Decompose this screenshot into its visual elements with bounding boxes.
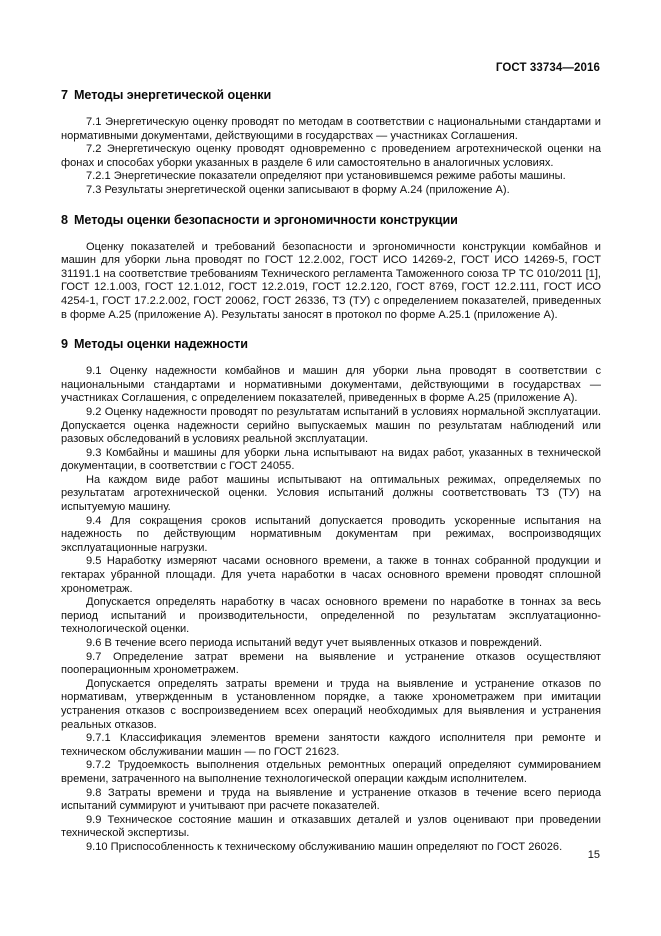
section-title-8: Методы оценки безопасности и эргономичности конструкции [73, 212, 458, 227]
paragraph-9-7: 9.7 Определение затрат времени на выявление и устранение отказов осуществляют пооперационным хронометражем. [61, 650, 601, 677]
paragraph-9-5-note: Допускается определять наработку в часах основного времени по наработке в тоннах за весь период испытаний и производительности, определенной по результатам эксплуатационно-технологической оценки. [61, 596, 601, 636]
paragraph-9-7-1: 9.7.1 Классификация элементов времени занятости каждого исполнителя при ремонте и техническом обслуживании машин — по ГОСТ 21623. [61, 732, 601, 758]
section-number-7: 7 [61, 88, 68, 102]
paragraph-9-7-note: Допускается определять затраты времени и труда на выявление и устранение отказов по нормативам, утвержденным в установленном порядке, а также хронометражем при имитации устранения отказов с воспроизведением всех операций необходимых для выявления и устранения реальных отказов. [61, 677, 601, 731]
paragraph-9-3-note: На каждом виде работ машины испытывают на оптимальных режимах, определяемых по результатам агротехнической оценки. Условия испытаний должны соответствовать ТЗ (ТУ) на испытуемую машину. [61, 473, 601, 514]
section-number-8: 8 [61, 212, 68, 227]
paragraph-9-1: 9.1 Оценку надежности комбайнов и машин для уборки льна проводят в соответствии с национальными стандартами и нормативными документами, действующими в государствах — участниках Соглашения, с определением показателей, приведенных в форме А.25 (приложение А). [61, 365, 601, 405]
paragraph-7-2: 7.2 Энергетическую оценку проводят одновременно с проведением агротехнической оценки на фонах и способах уборки указанных в разделе 6 или самостоятельно в аналогичных условиях. [61, 143, 601, 169]
document-body [61, 88, 601, 855]
paragraph-9-4: 9.4 Для сокращения сроков испытаний допускается проводить ускоренные испытания на надежность по действующим нормативным документам при режимах, воспроизводящих эксплуатационные нагрузки. [61, 514, 601, 554]
section-heading-8 [61, 213, 601, 227]
section-number-9: 9 [61, 337, 68, 352]
paragraph-7-2-1: 7.2.1 Энергетические показатели определяют при установившемся режиме работы машины. [86, 170, 566, 183]
page-number: 15 [587, 849, 600, 861]
paragraph-8-intro: Оценку показателей и требований безопасности и эргономичности конструкции комбайнов и машин для уборки льна проводят по ГОСТ 12.2.002, ГОСТ ИСО 14269-2, ГОСТ ИСО 14269-5, ГОСТ 31191.1 на соответствие требованиям Технического регламента Таможенного союза ТР ТС 010/2011 [1], ГОСТ 12.1.003, ГОСТ 12.1.012, ГОСТ 12.2.019, ГОСТ 12.2.120, ГОСТ 8769, ГОСТ 12.2.111, ГОСТ ИСО 4254-1, ГОСТ 17.2.2.002, ГОСТ 20062, ГОСТ 26336, ТЗ (ТУ) с определением показателей, приведенных в форме А.25 (приложение А). Результаты заносят в протокол по форме А.25.1 (приложение А). [61, 240, 601, 321]
paragraph-7-3: 7.3 Результаты энергетической оценки записывают в форму А.24 (приложение А). [86, 183, 510, 196]
section-title-7: Методы энергетической оценки [73, 88, 272, 102]
paragraph-9-7-2: 9.7.2 Трудоемкость выполнения отдельных ремонтных операций определяют суммированием времени, затраченного на выполнение технологической операции каждым исполнителем. [61, 759, 601, 785]
paragraph-9-5: 9.5 Наработку измеряют часами основного времени, а также в тоннах собранной продукции и гектарах убранной площади. Для учета наработки в часах основного времени проводят сплошной хронометраж. [61, 555, 601, 595]
spacer [61, 227, 601, 241]
paragraph-9-6: 9.6 В течение всего периода испытаний ведут учет выявленных отказов и повреждений. [86, 637, 543, 649]
section-title-9: Методы оценки надежности [73, 337, 248, 352]
paragraph-9-3: 9.3 Комбайны и машины для уборки льна испытывают на видах работ, указанных в технической документации, в соответствии с ГОСТ 24055. [61, 446, 601, 473]
paragraph-7-1: 7.1 Энергетическую оценку проводят по методам в соответствии с национальными стандартами и нормативными документами, действующими в государствах — участниках Соглашения. [61, 116, 601, 142]
section-heading-9 [61, 337, 601, 351]
spacer [61, 102, 601, 116]
paragraph-9-2: 9.2 Оценку надежности проводят по результатам испытаний в условиях нормальной эксплуатации. Допускается оценка надежности серийно выпускаемых машин по результатам наблюдений или разовых обследований в условиях реальной эксплуатации. [61, 405, 601, 446]
spacer [61, 198, 601, 213]
running-header-standard-id: ГОСТ 33734—2016 [495, 62, 600, 74]
spacer [61, 351, 601, 365]
paragraph-9-9: 9.9 Техническое состояние машин и отказавших деталей и узлов оценивают при проведении технической экспертизы. [61, 813, 601, 840]
paragraph-9-10: 9.10 Приспособленность к техническому обслуживанию машин определяют по ГОСТ 26026. [86, 840, 563, 853]
paragraph-9-8: 9.8 Затраты времени и труда на выявление и устранение отказов в течение всего периода испытаний суммируют и учитывают при расчете показателей. [61, 786, 601, 813]
spacer [61, 322, 601, 337]
section-heading-7 [61, 88, 601, 102]
